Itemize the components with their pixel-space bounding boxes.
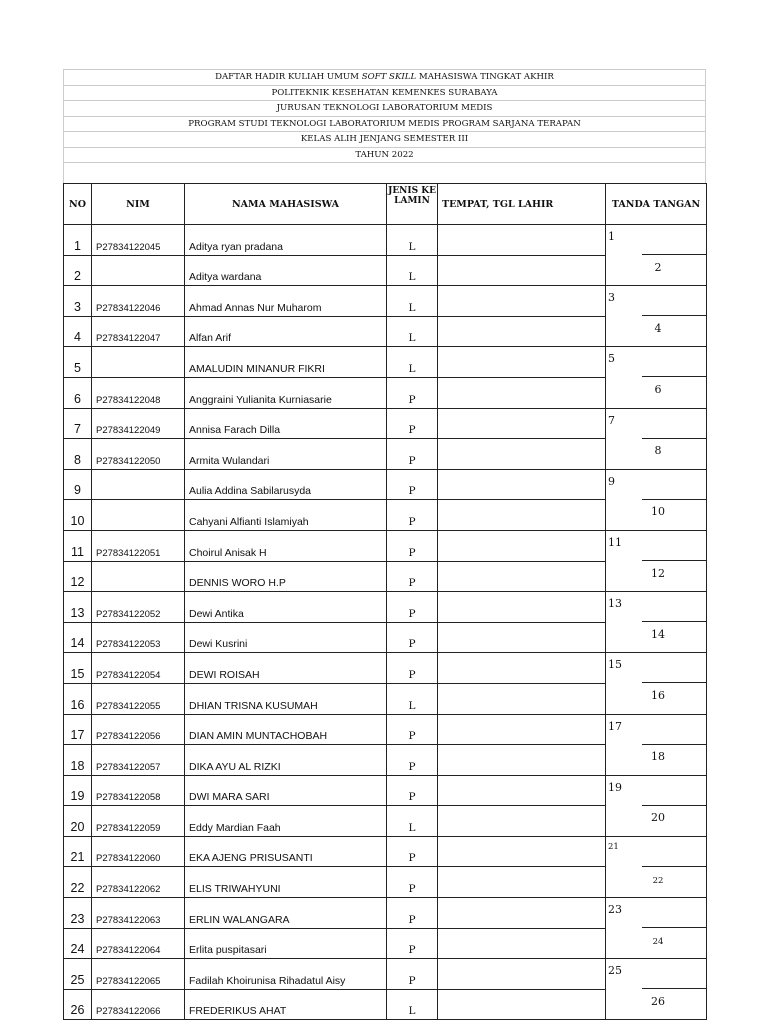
row-nama: Aditya wardana [185,255,387,286]
row-no: 2 [64,255,92,286]
row-nama: Choirul Anisak H [185,530,387,561]
table-row [64,439,707,470]
row-jenis-kelamin: L [387,255,438,286]
title-italic: SOFT SKILL [361,72,417,82]
signature-number: 5 [608,352,615,366]
row-nama: ELIS TRIWAHYUNI [185,867,387,898]
row-tempat-tgl-lahir-field[interactable] [438,408,606,439]
table-row [64,959,707,990]
row-tanda-tangan-field[interactable] [606,714,707,745]
table-row [64,836,707,867]
row-nama: Alfan Arif [185,316,387,347]
row-tanda-tangan-field[interactable] [606,439,707,470]
row-nim: P27834122050 [92,439,185,470]
row-jenis-kelamin: P [387,377,438,408]
row-nim: P27834122064 [92,928,185,959]
row-tempat-tgl-lahir-field[interactable] [438,561,606,592]
signature-number: 15 [608,658,622,672]
table-row [64,377,707,408]
signature-number: 24 [652,936,664,947]
row-nama: Armita Wulandari [185,439,387,470]
row-nama: Dewi Antika [185,592,387,623]
row-tempat-tgl-lahir-field[interactable] [438,989,606,1020]
row-nim [92,347,185,378]
table-row [64,898,707,929]
signature-number: 19 [608,780,622,794]
row-tanda-tangan-field[interactable] [606,408,707,439]
col-header-nama: NAMA MAHASISWA [185,184,387,225]
table-row [64,867,707,898]
row-no: 10 [64,500,92,531]
row-nim: P27834122051 [92,530,185,561]
row-tanda-tangan-field[interactable] [606,867,707,898]
row-nim: P27834122063 [92,898,185,929]
row-nim: P27834122056 [92,714,185,745]
table-row [64,653,707,684]
signature-number: 8 [654,444,662,458]
row-tanda-tangan-field[interactable] [606,561,707,592]
row-jenis-kelamin: P [387,622,438,653]
row-jenis-kelamin: L [387,347,438,378]
row-tempat-tgl-lahir-field[interactable] [438,439,606,470]
table-row [64,775,707,806]
row-tanda-tangan-field[interactable] [606,806,707,837]
row-tanda-tangan-field[interactable] [606,469,707,500]
row-tanda-tangan-field[interactable] [606,653,707,684]
table-row [64,561,707,592]
table-row [64,745,707,776]
signature-number: 2 [654,260,662,274]
row-nim: P27834122055 [92,683,185,714]
table-row [64,622,707,653]
row-nim: P27834122066 [92,989,185,1020]
row-no: 16 [64,683,92,714]
table-row [64,500,707,531]
row-tempat-tgl-lahir-field[interactable] [438,745,606,776]
row-no: 6 [64,377,92,408]
signature-number: 21 [608,841,619,852]
row-no: 5 [64,347,92,378]
row-nim [92,255,185,286]
row-nim: P27834122059 [92,806,185,837]
row-tanda-tangan-field[interactable] [606,225,707,256]
table-row [64,806,707,837]
table-row [64,989,707,1020]
row-tempat-tgl-lahir-field[interactable] [438,347,606,378]
row-nama: Cahyani Alfianti Islamiyah [185,500,387,531]
row-no: 13 [64,592,92,623]
row-no: 24 [64,928,92,959]
row-tempat-tgl-lahir-field[interactable] [438,377,606,408]
row-tanda-tangan-field[interactable] [606,347,707,378]
row-no: 8 [64,439,92,470]
row-no: 22 [64,867,92,898]
row-jenis-kelamin: P [387,867,438,898]
row-nama: AMALUDIN MINANUR FIKRI [185,347,387,378]
row-tempat-tgl-lahir-field[interactable] [438,959,606,990]
row-nama: DIKA AYU AL RIZKI [185,745,387,776]
row-tanda-tangan-field[interactable] [606,898,707,929]
row-tempat-tgl-lahir-field[interactable] [438,836,606,867]
attendance-sheet [63,69,706,1020]
col-header-nim: NIM [92,184,185,225]
row-nim: P27834122060 [92,836,185,867]
signature-number: 11 [608,535,622,549]
row-nim: P27834122048 [92,377,185,408]
row-nim: P27834122065 [92,959,185,990]
signature-number: 17 [608,719,622,733]
signature-number: 3 [608,291,615,305]
row-tanda-tangan-field[interactable] [606,989,707,1020]
row-tanda-tangan-field[interactable] [606,592,707,623]
row-jenis-kelamin: P [387,439,438,470]
table-row [64,255,707,286]
row-jenis-kelamin: P [387,592,438,623]
signature-number: 6 [654,383,662,397]
table-row [64,225,707,256]
signature-number: 13 [608,597,622,611]
row-nim [92,469,185,500]
row-nim: P27834122057 [92,745,185,776]
row-jenis-kelamin: P [387,561,438,592]
title-line-5: KELAS ALIH JENJANG SEMESTER III [63,131,706,147]
row-nama: DIAN AMIN MUNTACHOBAH [185,714,387,745]
table-row [64,316,707,347]
row-no: 19 [64,775,92,806]
row-jenis-kelamin: L [387,806,438,837]
row-nama: Annisa Farach Dilla [185,408,387,439]
title-line-6: TAHUN 2022 [63,147,706,163]
row-tempat-tgl-lahir-field[interactable] [438,867,606,898]
row-tempat-tgl-lahir-field[interactable] [438,775,606,806]
row-nim [92,561,185,592]
table-row [64,469,707,500]
row-nim: P27834122058 [92,775,185,806]
signature-number: 1 [608,230,615,243]
table-row [64,408,707,439]
row-nim: P27834122045 [92,225,185,256]
row-no: 7 [64,408,92,439]
table-row [64,347,707,378]
signature-number: 26 [651,994,665,1008]
row-tanda-tangan-field[interactable] [606,775,707,806]
row-jenis-kelamin: L [387,286,438,317]
row-tanda-tangan-field[interactable] [606,255,707,286]
row-tanda-tangan-field[interactable] [606,377,707,408]
row-nama: EKA AJENG PRISUSANTI [185,836,387,867]
col-header-tanda-tangan: TANDA TANGAN [606,184,707,225]
row-nama: FREDERIKUS AHAT [185,989,387,1020]
row-tanda-tangan-field[interactable] [606,530,707,561]
table-row [64,286,707,317]
row-nama: DWI MARA SARI [185,775,387,806]
row-nama: Fadilah Khoirunisa Rihadatul Aisy [185,959,387,990]
row-jenis-kelamin: L [387,316,438,347]
row-tanda-tangan-field[interactable] [606,928,707,959]
row-tempat-tgl-lahir-field[interactable] [438,316,606,347]
signature-number: 25 [608,964,622,978]
row-jenis-kelamin: L [387,225,438,256]
row-nama: DENNIS WORO H.P [185,561,387,592]
signature-number: 22 [652,875,664,886]
row-tempat-tgl-lahir-field[interactable] [438,225,606,256]
title-line-4: PROGRAM STUDI TEKNOLOGI LABORATORIUM MEDIS PROGRAM SARJANA TERAPAN [63,116,706,132]
signature-number: 4 [654,321,662,335]
table-header-row [64,184,707,225]
row-tempat-tgl-lahir-field[interactable] [438,592,606,623]
row-no: 25 [64,959,92,990]
row-nama: Ahmad Annas Nur Muharom [185,286,387,317]
signature-number: 14 [651,627,665,641]
row-nama: Eddy Mardian Faah [185,806,387,837]
row-no: 1 [64,225,92,256]
row-no: 21 [64,836,92,867]
row-tempat-tgl-lahir-field[interactable] [438,530,606,561]
header-spacer [63,162,706,183]
row-tanda-tangan-field[interactable] [606,959,707,990]
row-jenis-kelamin: P [387,714,438,745]
row-jenis-kelamin: L [387,683,438,714]
row-no: 20 [64,806,92,837]
row-tanda-tangan-field[interactable] [606,622,707,653]
signature-number: 18 [651,750,665,764]
table-row [64,714,707,745]
row-jenis-kelamin: P [387,898,438,929]
row-no: 14 [64,622,92,653]
row-tanda-tangan-field[interactable] [606,683,707,714]
row-no: 15 [64,653,92,684]
row-jenis-kelamin: P [387,530,438,561]
row-nama: Aulia Addina Sabilarusyda [185,469,387,500]
row-tanda-tangan-field[interactable] [606,745,707,776]
row-nim: P27834122052 [92,592,185,623]
row-nama: Dewi Kusrini [185,622,387,653]
row-jenis-kelamin: P [387,469,438,500]
signature-number: 16 [651,688,665,702]
row-tempat-tgl-lahir-field[interactable] [438,255,606,286]
row-no: 18 [64,745,92,776]
title-line-2: POLITEKNIK KESEHATAN KEMENKES SURABAYA [63,85,706,101]
row-nim: P27834122049 [92,408,185,439]
row-tempat-tgl-lahir-field[interactable] [438,286,606,317]
row-tanda-tangan-field[interactable] [606,316,707,347]
row-no: 23 [64,898,92,929]
row-tempat-tgl-lahir-field[interactable] [438,898,606,929]
col-header-no: NO [64,184,92,225]
row-nim: P27834122053 [92,622,185,653]
table-row [64,530,707,561]
row-nama: ERLIN WALANGARA [185,898,387,929]
row-tempat-tgl-lahir-field[interactable] [438,469,606,500]
row-jenis-kelamin: P [387,775,438,806]
signature-number: 20 [651,811,665,825]
row-tempat-tgl-lahir-field[interactable] [438,653,606,684]
row-jenis-kelamin: P [387,928,438,959]
signature-number: 9 [608,474,615,488]
row-nama: Aditya ryan pradana [185,225,387,256]
signature-number: 12 [651,566,665,580]
table-row [64,683,707,714]
row-no: 17 [64,714,92,745]
row-no: 12 [64,561,92,592]
row-nim: P27834122046 [92,286,185,317]
row-tanda-tangan-field[interactable] [606,836,707,867]
row-jenis-kelamin: L [387,989,438,1020]
signature-number: 23 [608,903,622,917]
row-no: 9 [64,469,92,500]
row-nama: DHIAN TRISNA KUSUMAH [185,683,387,714]
signature-number: 7 [608,413,615,427]
row-tanda-tangan-field[interactable] [606,286,707,317]
row-no: 26 [64,989,92,1020]
row-nama: Erlita puspitasari [185,928,387,959]
row-jenis-kelamin: P [387,408,438,439]
row-nama: Anggraini Yulianita Kurniasarie [185,377,387,408]
title-line-3: JURUSAN TEKNOLOGI LABORATORIUM MEDIS [63,100,706,116]
row-tempat-tgl-lahir-field[interactable] [438,622,606,653]
row-jenis-kelamin: P [387,653,438,684]
table-row [64,928,707,959]
row-no: 4 [64,316,92,347]
row-jenis-kelamin: P [387,959,438,990]
row-tanda-tangan-field[interactable] [606,500,707,531]
row-tempat-tgl-lahir-field[interactable] [438,683,606,714]
title-line-1: DAFTAR HADIR KULIAH UMUM SOFT SKILL MAHASISWA TINGKAT AKHIR [63,69,706,85]
attendance-table [63,183,707,1020]
row-tempat-tgl-lahir-field[interactable] [438,500,606,531]
row-no: 11 [64,530,92,561]
col-header-tempat-tgl-lahir: TEMPAT, TGL LAHIR [438,184,606,225]
table-row [64,592,707,623]
row-nim: P27834122054 [92,653,185,684]
row-nim: P27834122047 [92,316,185,347]
row-nim: P27834122062 [92,867,185,898]
row-jenis-kelamin: P [387,500,438,531]
row-jenis-kelamin: P [387,745,438,776]
row-jenis-kelamin: P [387,836,438,867]
signature-number: 10 [651,505,665,519]
row-tempat-tgl-lahir-field[interactable] [438,928,606,959]
row-nama: DEWI ROISAH [185,653,387,684]
col-header-jenis-kelamin: JENIS KELAMIN [387,184,438,225]
row-tempat-tgl-lahir-field[interactable] [438,806,606,837]
row-no: 3 [64,286,92,317]
row-nim [92,500,185,531]
row-tempat-tgl-lahir-field[interactable] [438,714,606,745]
